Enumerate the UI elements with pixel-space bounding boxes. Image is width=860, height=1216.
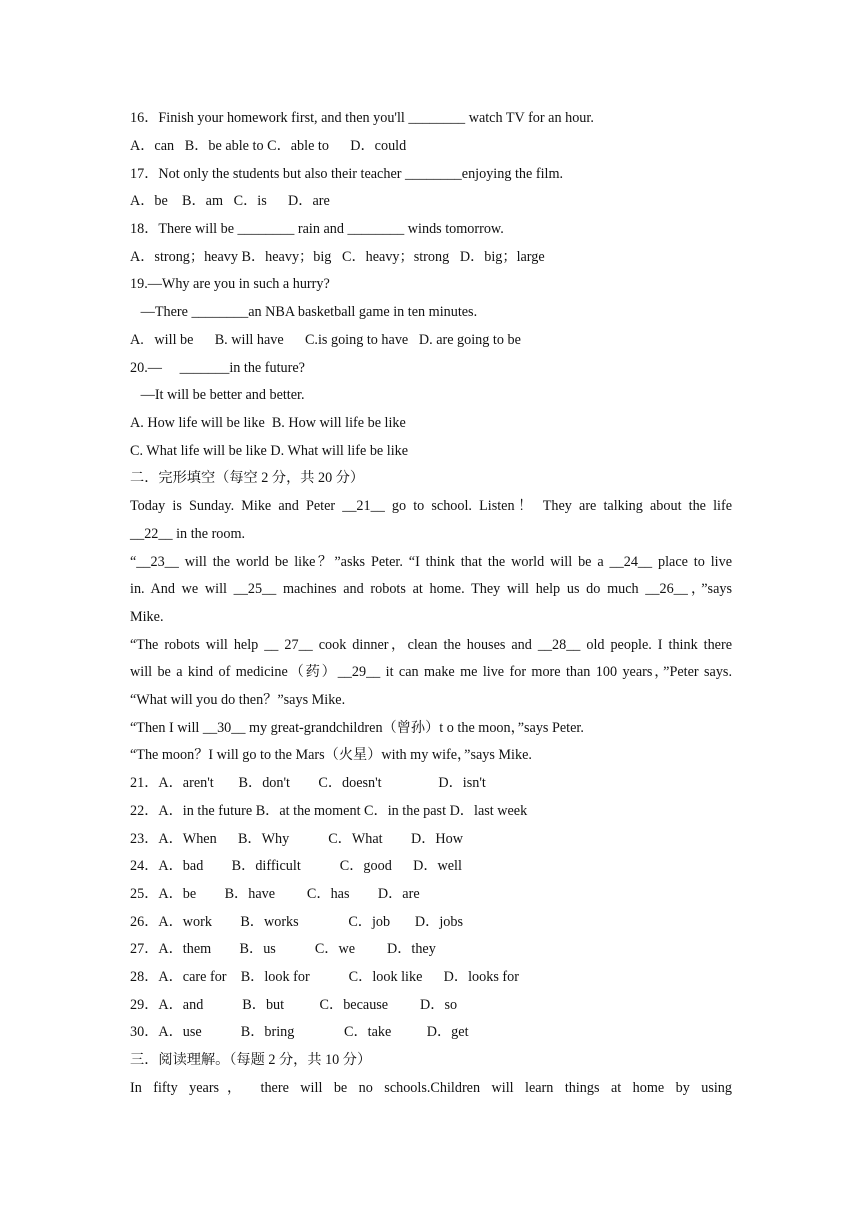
cloze-passage-line: in. And we will __25__ machines and robots at home. They will help us do much __26__，”says [130,581,732,597]
cloze-passage-line: Mike. [130,609,164,625]
section-cloze-heading: 二．完形填空（每空 2 分，共 20 分） [130,470,365,486]
q19-options: A. will be B. will have C.is going to have D. are going to be [130,332,521,348]
cloze-passage-line: “What will you do then？”says Mike. [130,692,346,708]
q24-options: 24．A．bad B．difficult C．good D．well [130,858,462,874]
q18-stem: 18．There will be ________ rain and ________ winds tomorrow. [130,221,504,237]
q25-options: 25．A．be B．have C．has D．are [130,886,420,902]
q20-options-cd: C. What life will be like D. What will life be like [130,443,409,459]
q29-options: 29．A．and B．but C．because D．so [130,997,458,1013]
cloze-passage-line: “The moon？I will go to the Mars（火星）with my wife，”says Mike. [130,747,532,763]
q23-options: 23．A．When B．Why C．What D．How [130,831,463,847]
q17-stem: 17．Not only the students but also their teacher ________enjoying the film. [130,166,564,182]
q22-options: 22．A．in the future B．at the moment C．in the past D．last week [130,803,528,819]
q16-stem: 16．Finish your homework first, and then you'll ________ watch TV for an hour. [130,110,594,126]
q28-options: 28．A．care for B．look for C．look like D．looks for [130,969,519,985]
cloze-passage-line: “Then I will __30__ my great-grandchildren（曾孙）t o the moon，”says Peter. [130,720,584,736]
q18-options: A．strong；heavy B．heavy；big C．heavy；strong D．big；large [130,249,545,265]
cloze-passage-line: Today is Sunday. Mike and Peter __21__ go to school. Listen！ They are talking about the life [130,498,732,514]
q20-options-ab: A. How life will be like B. How will life be like [130,415,406,431]
cloze-passage-line: “The robots will help __ 27__ cook dinner，clean the houses and __28__ old people. I think there [130,637,732,653]
q19-dialogue: —There ________an NBA basketball game in ten minutes. [130,304,478,320]
q21-options: 21．A．aren't B．don't C．doesn't D．isn't [130,775,486,791]
q20-stem: 20.— _______in the future? [130,360,305,376]
reading-passage-line: In fifty years， there will be no schools.Children will learn things at home by using [130,1080,732,1096]
cloze-passage-line: “__23__ will the world be like？”asks Peter. “I think that the world will be a __24__ place to live [130,554,732,570]
q19-stem: 19.—Why are you in such a hurry? [130,276,330,292]
q26-options: 26．A．work B．works C．job D．jobs [130,914,464,930]
cloze-passage-line: __22__ in the room. [130,526,246,542]
section-reading-heading: 三．阅读理解。（每题 2 分，共 10 分） [130,1052,372,1068]
cloze-passage-line: will be a kind of medicine（药）__29__ it can make me live for more than 100 years，”Peter says. [130,664,732,680]
q17-options: A．be B．am C．is D．are [130,193,330,209]
q16-options: A．can B．be able to C．able to D．could [130,138,407,154]
q30-options: 30．A．use B．bring C．take D．get [130,1024,469,1040]
q20-dialogue: —It will be better and better. [130,387,305,403]
q27-options: 27．A．them B．us C．we D．they [130,941,436,957]
